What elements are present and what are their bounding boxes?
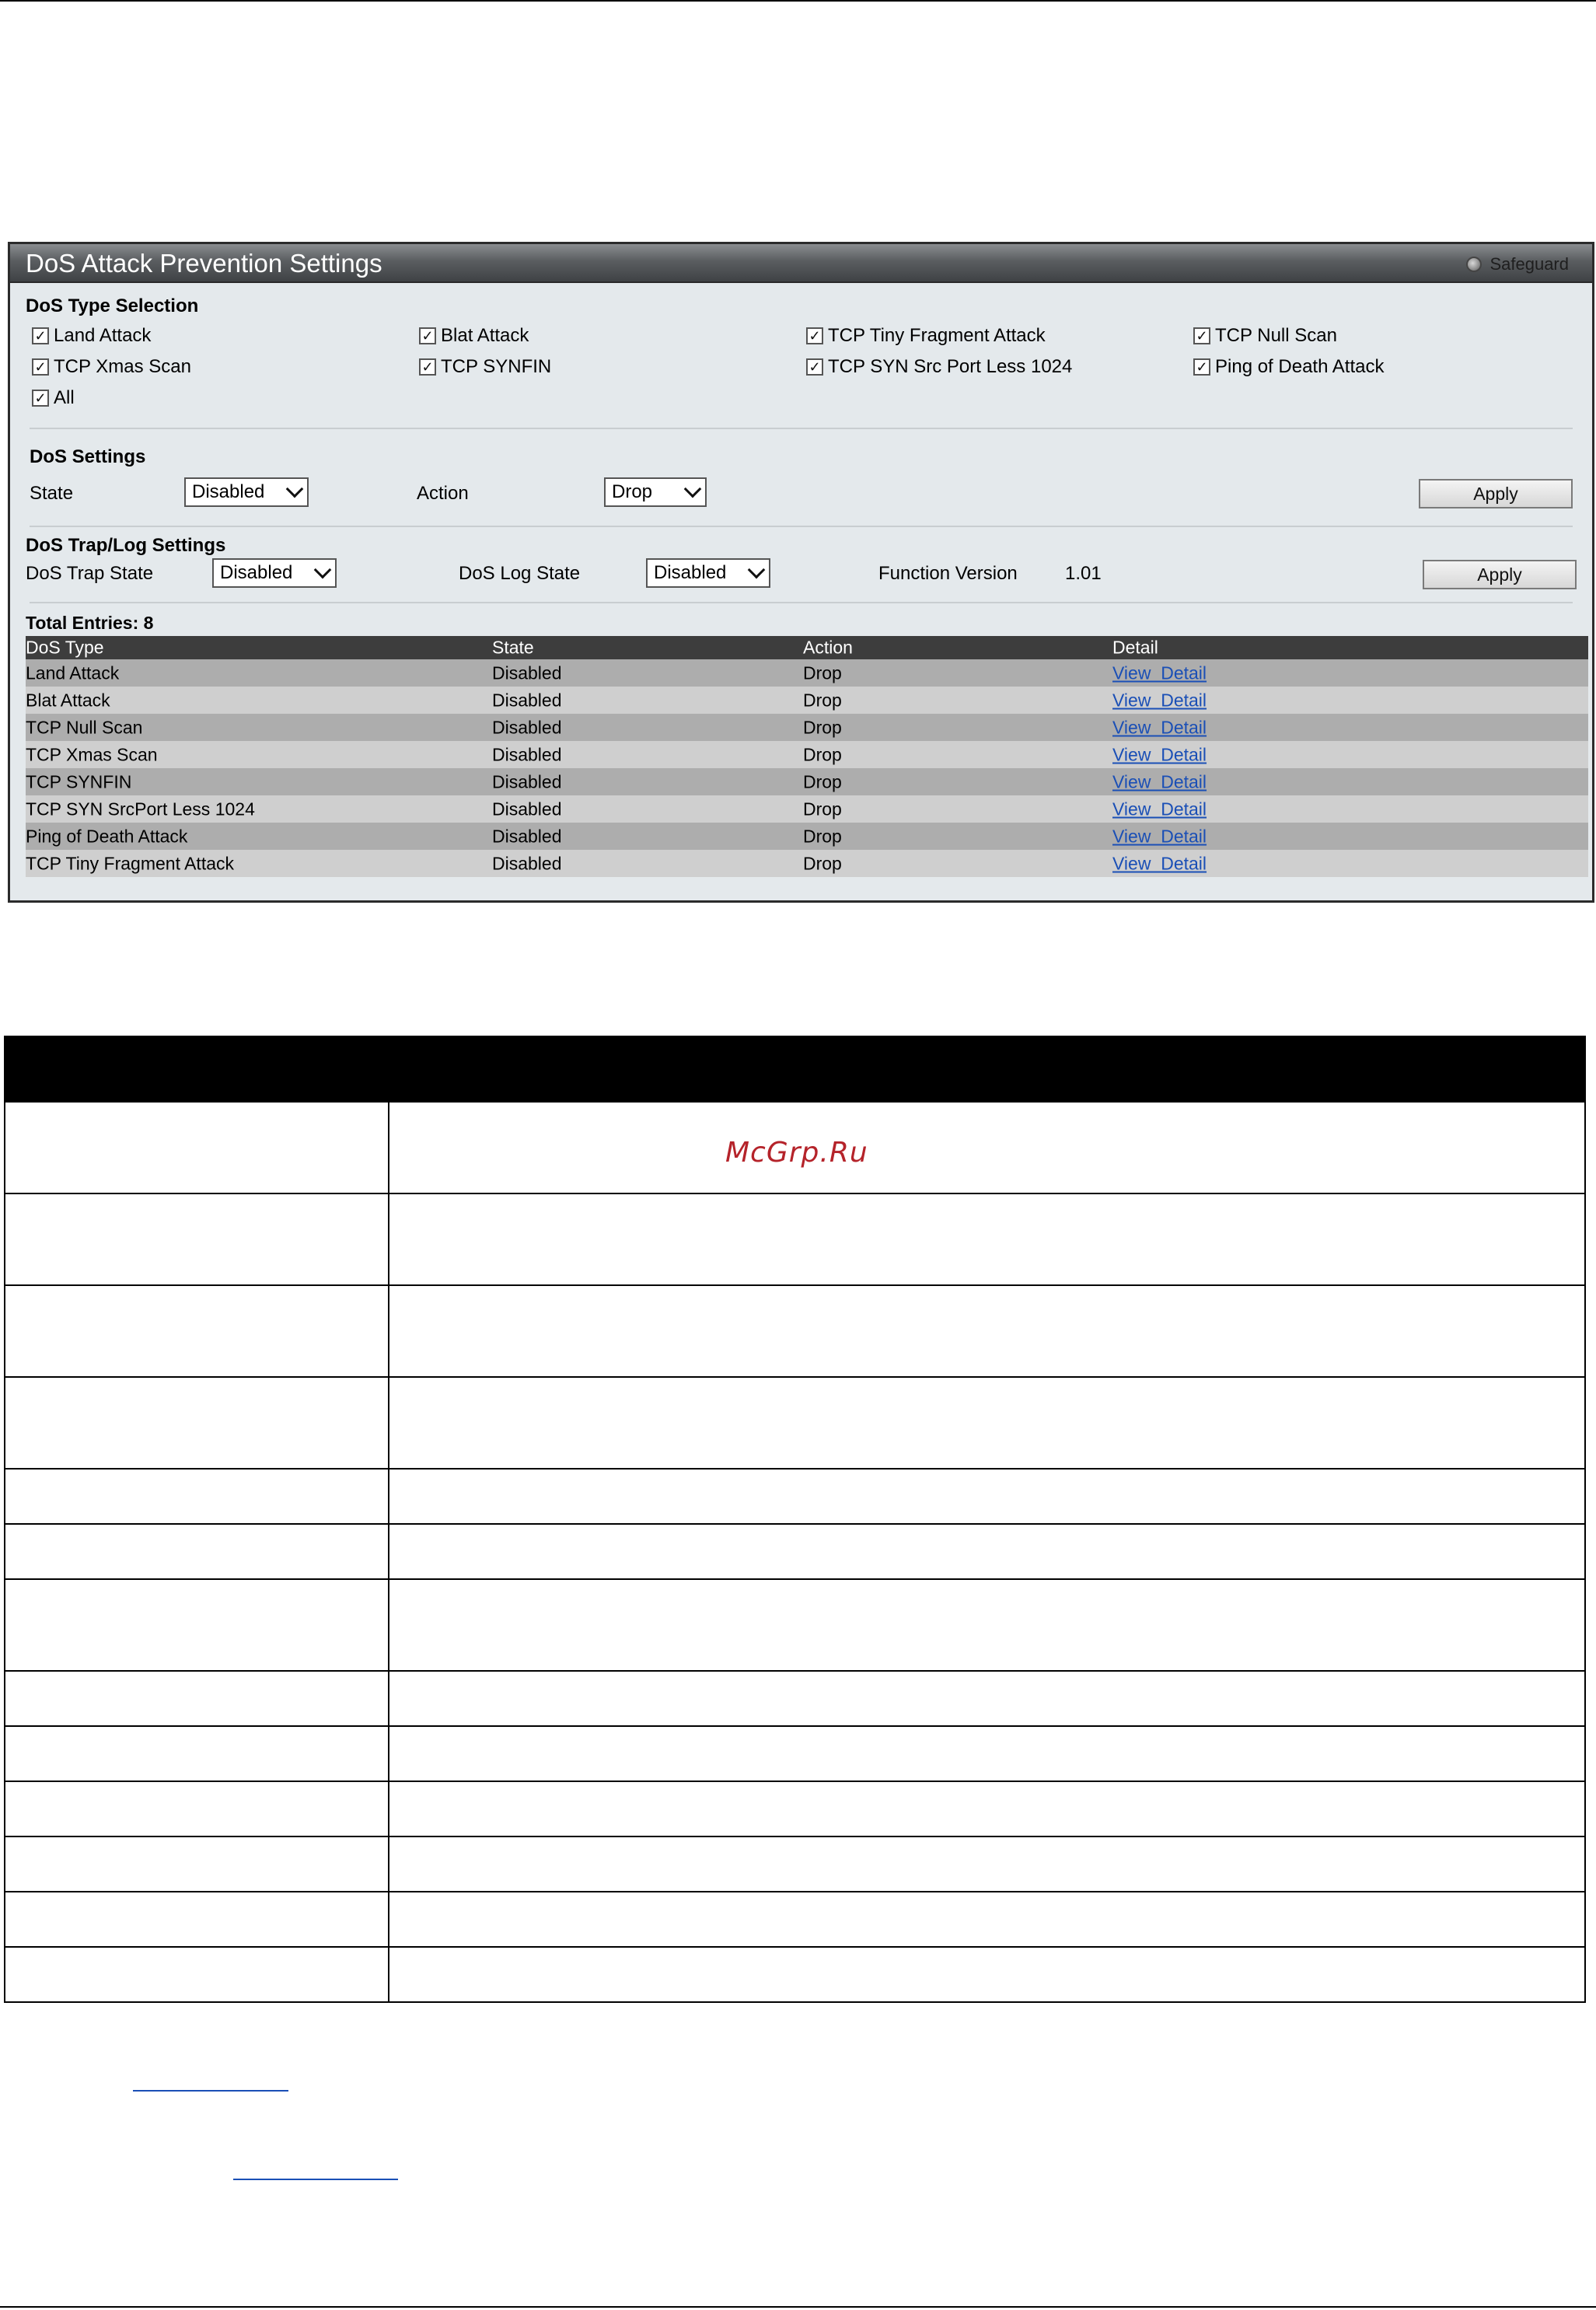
table-row: Blat Attack Disabled Drop View Detail: [26, 687, 1588, 714]
checkbox-tcp-xmas-scan[interactable]: ✓ TCP Xmas Scan: [32, 356, 191, 378]
state-select[interactable]: Disabled: [184, 477, 309, 507]
link-underline[interactable]: [233, 2179, 398, 2180]
total-entries: Total Entries: 8: [26, 613, 154, 633]
chevron-down-icon: [314, 561, 332, 579]
table-header-cell: [5, 1036, 1585, 1102]
table-header-row: [26, 636, 1588, 659]
action-select[interactable]: Drop: [604, 477, 707, 507]
safeguard-button[interactable]: [1466, 254, 1569, 274]
table-row: [5, 1469, 1585, 1524]
checkbox-blat-attack[interactable]: ✓ Blat Attack: [419, 325, 529, 347]
state-label: State: [30, 483, 74, 504]
table-row: TCP SYN SrcPort Less 1024 Disabled Drop View Detail: [26, 795, 1588, 823]
table-row: [5, 1285, 1585, 1377]
checkbox-checked-icon: ✓: [32, 327, 49, 344]
checkbox-checked-icon: ✓: [806, 358, 823, 376]
view-detail-link[interactable]: View Detail: [1112, 771, 1207, 792]
dos-settings-panel: [8, 242, 1594, 903]
view-detail-link[interactable]: View Detail: [1112, 853, 1207, 873]
table-row: [5, 1726, 1585, 1781]
divider: [30, 428, 1573, 429]
table-row: TCP Xmas Scan Disabled Drop View Detail: [26, 741, 1588, 768]
checkbox-tcp-synfin[interactable]: ✓ TCP SYNFIN: [419, 356, 551, 378]
checkbox-checked-icon: ✓: [419, 358, 436, 376]
table-row: [5, 1671, 1585, 1726]
checkbox-land-attack[interactable]: ✓ Land Attack: [32, 325, 151, 347]
table-row: [5, 1836, 1585, 1892]
checkbox-tcp-syn-src-port[interactable]: ✓ TCP SYN Src Port Less 1024: [806, 356, 1072, 378]
table-row: [5, 1524, 1585, 1579]
bottom-rule: [0, 2306, 1596, 2308]
dos-settings-title: DoS Settings: [30, 446, 146, 467]
top-rule: [0, 0, 1596, 2]
header-dos-type: DoS Type: [26, 637, 104, 658]
table-row: [5, 1892, 1585, 1947]
function-version-label: Function Version: [878, 563, 1018, 584]
table-row: Ping of Death Attack Disabled Drop View Detail: [26, 823, 1588, 850]
dos-settings-apply-button[interactable]: Apply: [1419, 479, 1573, 508]
safeguard-label: Safeguard: [1489, 254, 1569, 274]
table-row: [5, 1193, 1585, 1285]
checkbox-checked-icon: ✓: [32, 358, 49, 376]
header-action: Action: [803, 637, 853, 658]
table-row: TCP Null Scan Disabled Drop View Detail: [26, 714, 1588, 741]
checkbox-checked-icon: ✓: [806, 327, 823, 344]
header-detail: Detail: [1112, 637, 1158, 658]
table-row: TCP Tiny Fragment Attack Disabled Drop View Detail: [26, 850, 1588, 877]
table-header-row: [5, 1036, 1585, 1102]
checkbox-checked-icon: ✓: [32, 390, 49, 407]
checkbox-tcp-tiny-fragment[interactable]: ✓ TCP Tiny Fragment Attack: [806, 325, 1046, 347]
trap-state-label: DoS Trap State: [26, 563, 154, 584]
view-detail-link[interactable]: View Detail: [1112, 826, 1207, 846]
checkbox-tcp-null-scan[interactable]: ✓ TCP Null Scan: [1193, 325, 1337, 347]
view-detail-link[interactable]: View Detail: [1112, 799, 1207, 819]
log-state-select[interactable]: Disabled: [646, 558, 770, 588]
trap-log-title: DoS Trap/Log Settings: [26, 535, 226, 556]
divider: [30, 602, 1573, 603]
checkbox-ping-of-death[interactable]: ✓ Ping of Death Attack: [1193, 356, 1384, 378]
chevron-down-icon: [684, 481, 702, 498]
table-row: TCP SYNFIN Disabled Drop View Detail: [26, 768, 1588, 795]
view-detail-link[interactable]: View Detail: [1112, 690, 1207, 710]
checkbox-checked-icon: ✓: [419, 327, 436, 344]
watermark: McGrp.Ru: [725, 1137, 868, 1169]
chevron-down-icon: [286, 481, 304, 498]
trap-state-select[interactable]: Disabled: [212, 558, 337, 588]
safeguard-icon: [1466, 257, 1482, 272]
view-detail-link[interactable]: View Detail: [1112, 717, 1207, 737]
view-detail-link[interactable]: View Detail: [1112, 744, 1207, 764]
link-underline[interactable]: [133, 2090, 288, 2092]
panel-title: DoS Attack Prevention Settings: [26, 249, 382, 278]
panel-header: [10, 244, 1592, 283]
checkbox-all[interactable]: ✓ All: [32, 387, 75, 409]
function-version-value: 1.01: [1065, 563, 1102, 584]
dos-entries-table: [26, 636, 1588, 877]
checkbox-checked-icon: ✓: [1193, 358, 1210, 376]
chevron-down-icon: [748, 561, 766, 579]
type-selection-title: DoS Type Selection: [26, 295, 199, 316]
header-state: State: [492, 637, 534, 658]
table-row: Land Attack Disabled Drop View Detail: [26, 659, 1588, 687]
action-label: Action: [417, 483, 469, 504]
log-state-label: DoS Log State: [459, 563, 581, 584]
divider: [30, 526, 1573, 527]
trap-log-apply-button[interactable]: Apply: [1423, 560, 1577, 589]
checkbox-checked-icon: ✓: [1193, 327, 1210, 344]
table-row: [5, 1781, 1585, 1836]
view-detail-link[interactable]: View Detail: [1112, 662, 1207, 683]
table-row: [5, 1377, 1585, 1469]
table-row: [5, 1947, 1585, 2002]
table-row: [5, 1579, 1585, 1671]
parameter-description-table: [4, 1036, 1586, 2003]
